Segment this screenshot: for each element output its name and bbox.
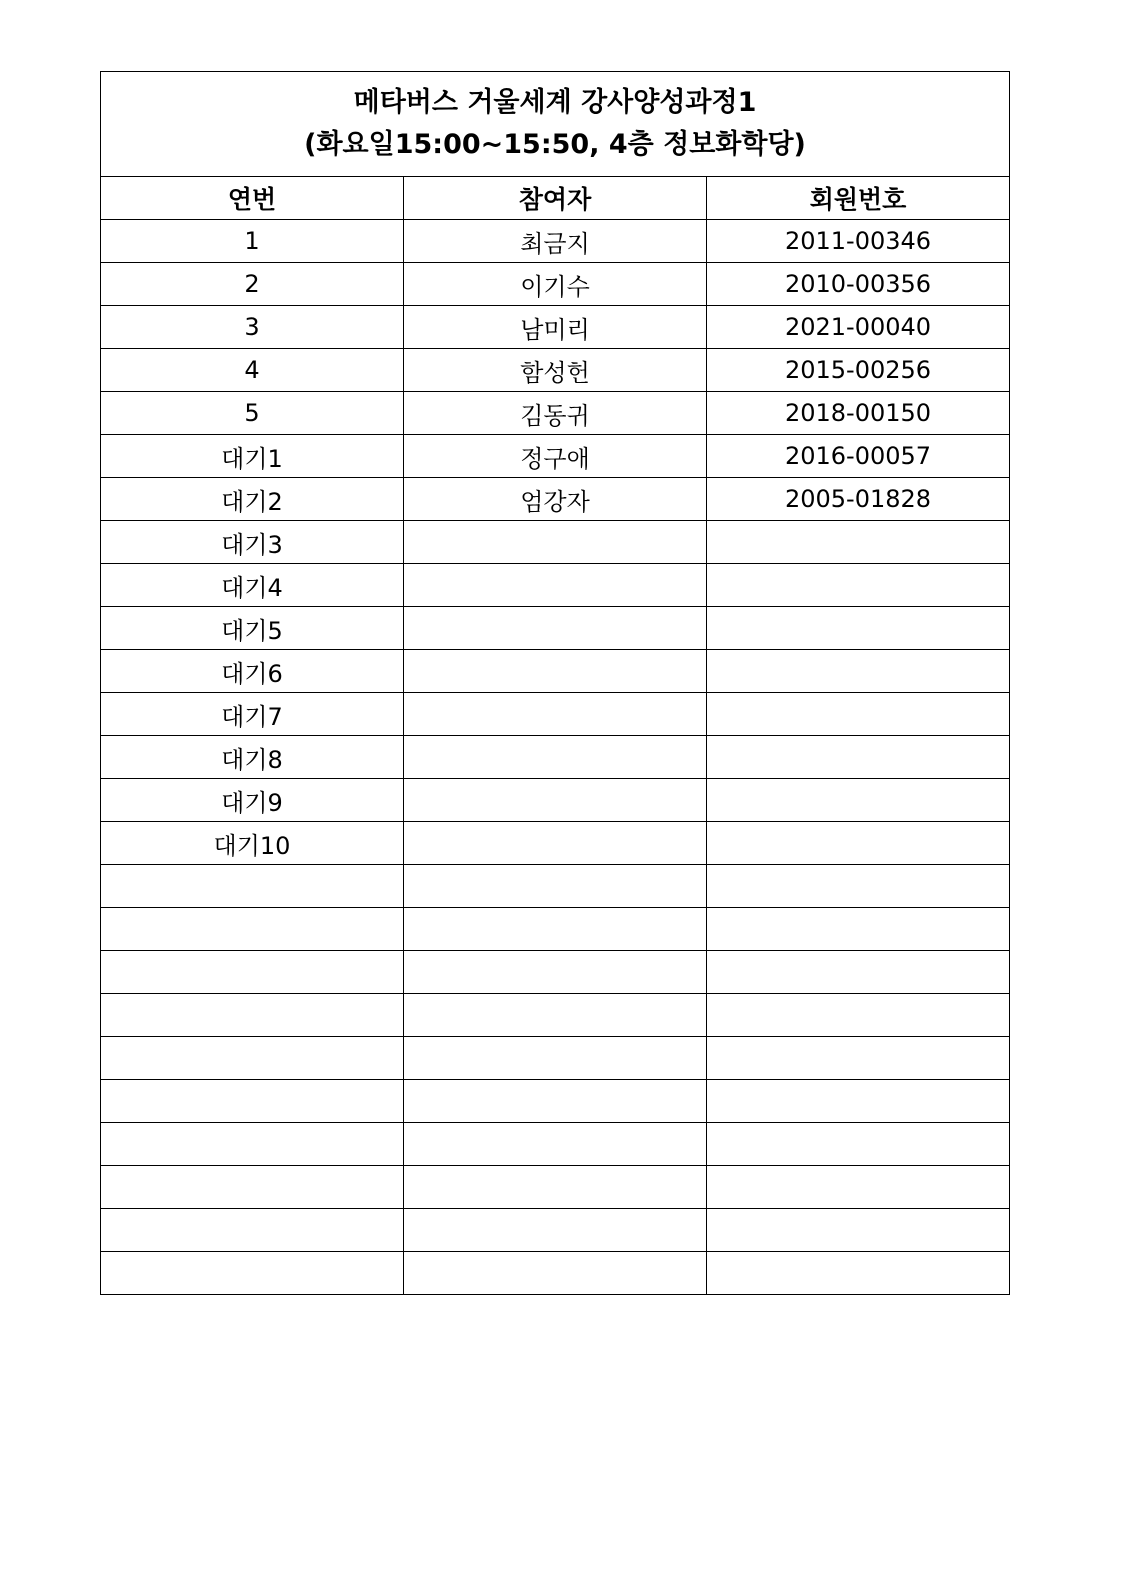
cell-participant: 남미리 xyxy=(404,306,707,349)
cell-participant xyxy=(404,650,707,693)
cell-member-no xyxy=(707,865,1010,908)
cell-participant xyxy=(404,1123,707,1166)
cell-member-no xyxy=(707,736,1010,779)
cell-seq: 1 xyxy=(101,220,404,263)
cell-seq xyxy=(101,865,404,908)
cell-member-no xyxy=(707,779,1010,822)
cell-seq: 대기7 xyxy=(101,693,404,736)
table-row xyxy=(101,865,1010,908)
cell-seq: 대기4 xyxy=(101,564,404,607)
cell-participant xyxy=(404,994,707,1037)
cell-member-no xyxy=(707,994,1010,1037)
cell-participant: 정구애 xyxy=(404,435,707,478)
table-row xyxy=(101,779,1010,822)
cell-participant xyxy=(404,1252,707,1295)
cell-member-no xyxy=(707,951,1010,994)
cell-participant: 엄강자 xyxy=(404,478,707,521)
table-row xyxy=(101,951,1010,994)
table-row xyxy=(101,306,1010,349)
cell-seq: 4 xyxy=(101,349,404,392)
cell-seq xyxy=(101,1166,404,1209)
title-line-2: (화요일15:00~15:50, 4층 정보화학당) xyxy=(304,129,806,160)
table-row xyxy=(101,736,1010,779)
cell-participant xyxy=(404,1037,707,1080)
cell-participant xyxy=(404,736,707,779)
header-seq: 연번 xyxy=(101,177,404,220)
table-row xyxy=(101,349,1010,392)
cell-member-no xyxy=(707,908,1010,951)
cell-seq: 5 xyxy=(101,392,404,435)
cell-member-no: 2016-00057 xyxy=(707,435,1010,478)
cell-seq: 대기6 xyxy=(101,650,404,693)
cell-participant xyxy=(404,564,707,607)
cell-participant: 김동귀 xyxy=(404,392,707,435)
table-row xyxy=(101,478,1010,521)
cell-seq: 3 xyxy=(101,306,404,349)
cell-seq xyxy=(101,908,404,951)
table-row xyxy=(101,521,1010,564)
table-row xyxy=(101,693,1010,736)
cell-member-no: 2021-00040 xyxy=(707,306,1010,349)
cell-seq: 대기8 xyxy=(101,736,404,779)
cell-member-no xyxy=(707,521,1010,564)
cell-participant xyxy=(404,822,707,865)
cell-member-no xyxy=(707,1166,1010,1209)
cell-seq: 대기2 xyxy=(101,478,404,521)
cell-member-no xyxy=(707,1080,1010,1123)
table-row xyxy=(101,1037,1010,1080)
cell-participant xyxy=(404,1166,707,1209)
cell-participant xyxy=(404,908,707,951)
cell-participant xyxy=(404,865,707,908)
title-line-1: 메타버스 거울세계 강사양성과정1 xyxy=(353,87,757,118)
cell-seq xyxy=(101,1080,404,1123)
table-body xyxy=(101,220,1010,1295)
cell-seq xyxy=(101,994,404,1037)
table-row xyxy=(101,607,1010,650)
cell-seq xyxy=(101,1037,404,1080)
table-row xyxy=(101,220,1010,263)
cell-member-no xyxy=(707,564,1010,607)
header-participant: 참여자 xyxy=(404,177,707,220)
cell-seq: 대기5 xyxy=(101,607,404,650)
cell-seq xyxy=(101,951,404,994)
table-row xyxy=(101,650,1010,693)
cell-seq: 대기10 xyxy=(101,822,404,865)
cell-member-no: 2018-00150 xyxy=(707,392,1010,435)
table-row xyxy=(101,1080,1010,1123)
cell-participant: 이기수 xyxy=(404,263,707,306)
cell-member-no: 2010-00356 xyxy=(707,263,1010,306)
cell-participant xyxy=(404,951,707,994)
table-row xyxy=(101,1166,1010,1209)
cell-participant xyxy=(404,1080,707,1123)
header-row xyxy=(101,177,1010,220)
cell-seq: 2 xyxy=(101,263,404,306)
table-row xyxy=(101,908,1010,951)
document-title xyxy=(101,72,1010,177)
cell-seq xyxy=(101,1123,404,1166)
cell-member-no xyxy=(707,822,1010,865)
cell-member-no: 2015-00256 xyxy=(707,349,1010,392)
cell-member-no: 2011-00346 xyxy=(707,220,1010,263)
table-row xyxy=(101,994,1010,1037)
cell-participant xyxy=(404,1209,707,1252)
cell-seq xyxy=(101,1209,404,1252)
cell-member-no xyxy=(707,693,1010,736)
cell-member-no xyxy=(707,607,1010,650)
header-member-no: 회원번호 xyxy=(707,177,1010,220)
table-row xyxy=(101,822,1010,865)
table-row xyxy=(101,1209,1010,1252)
table-row xyxy=(101,564,1010,607)
table-row xyxy=(101,1252,1010,1295)
cell-member-no xyxy=(707,1123,1010,1166)
cell-participant xyxy=(404,521,707,564)
cell-member-no xyxy=(707,650,1010,693)
cell-participant xyxy=(404,779,707,822)
cell-participant: 함성헌 xyxy=(404,349,707,392)
cell-seq xyxy=(101,1252,404,1295)
cell-member-no xyxy=(707,1037,1010,1080)
cell-participant: 최금지 xyxy=(404,220,707,263)
cell-member-no: 2005-01828 xyxy=(707,478,1010,521)
cell-seq: 대기3 xyxy=(101,521,404,564)
cell-seq: 대기9 xyxy=(101,779,404,822)
table-row xyxy=(101,1123,1010,1166)
participant-table xyxy=(100,71,1010,1295)
cell-seq: 대기1 xyxy=(101,435,404,478)
table-row xyxy=(101,392,1010,435)
cell-participant xyxy=(404,607,707,650)
table-row xyxy=(101,435,1010,478)
cell-member-no xyxy=(707,1252,1010,1295)
table-row xyxy=(101,263,1010,306)
cell-participant xyxy=(404,693,707,736)
cell-member-no xyxy=(707,1209,1010,1252)
